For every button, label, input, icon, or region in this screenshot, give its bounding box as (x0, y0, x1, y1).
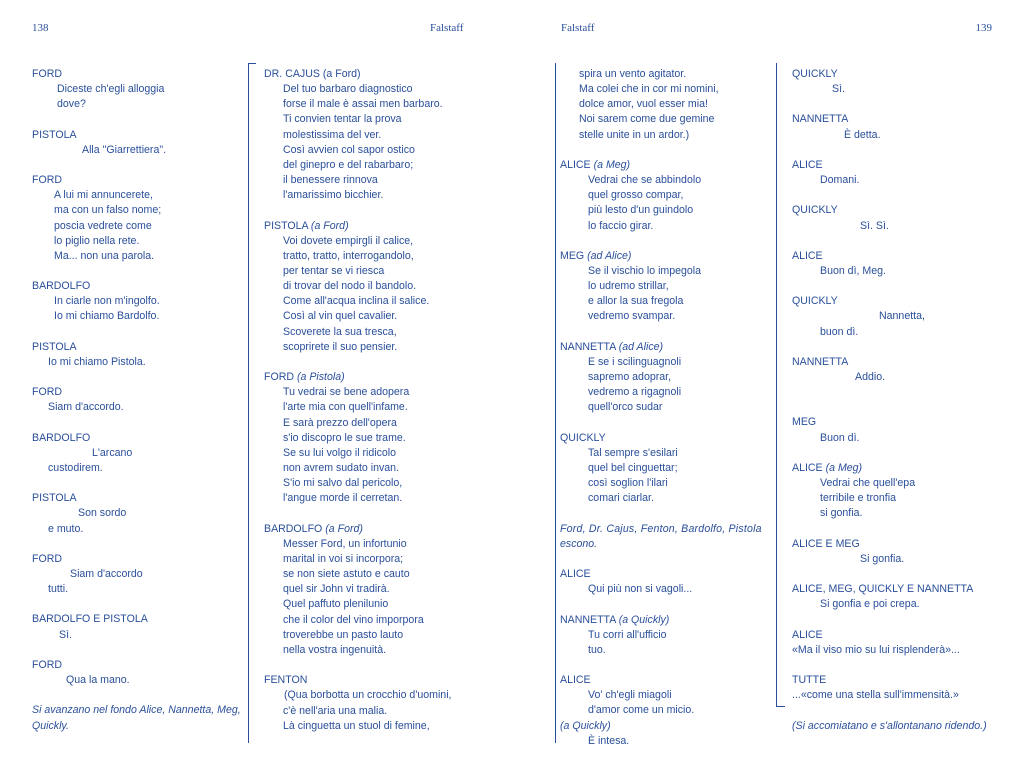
verse-line: Se il vischio lo impegola (588, 265, 702, 277)
speaker-label: FORD (32, 68, 63, 80)
speaker-name (32, 431, 241, 446)
verse-line: quel grosso compar, (588, 189, 684, 202)
speaker-name (32, 67, 241, 82)
verse-line: E sarà prezzo dell'opera (283, 416, 397, 429)
verse-line: s'io discopro le sue trame. (283, 431, 406, 444)
speaker-name (560, 613, 762, 628)
verse-line: È detta. (844, 128, 881, 141)
verse-line: Io mi chiamo Pistola. (48, 355, 146, 368)
speaker-name (792, 461, 987, 476)
verse-line: «Ma il viso mio su lui risplenderà»... (792, 643, 960, 656)
column-4 (792, 67, 987, 749)
speaker-label: NANNETTA (560, 613, 616, 626)
verse-line: Sì. (59, 628, 72, 641)
verse-line: Siam d'accordo. (48, 401, 124, 414)
stage-direction-line: (Si accomiatano e s'allontanano ridendo.) (792, 719, 987, 732)
speaker-name (32, 491, 241, 506)
verse-line: Là cinguetta un stuol di femine, (283, 719, 430, 732)
stage-direction-line: (a Quickly) (560, 719, 611, 732)
column-1 (32, 67, 241, 749)
stage-direction: (a Meg) (825, 461, 863, 474)
verse-line: Nannetta, (879, 310, 925, 323)
speech-block (792, 67, 987, 97)
stage-direction: (a Pistola) (296, 371, 345, 384)
speaker-name (32, 279, 241, 294)
left-running-title: Falstaff (430, 22, 464, 34)
column-2-rule (248, 63, 249, 743)
verse-line: Scoverete la sua tresca, (283, 325, 397, 338)
verse-line: e muto. (48, 522, 84, 535)
speech-block (560, 67, 762, 143)
speaker-label: PISTOLA (264, 219, 308, 232)
verse-line: quell'orco sudar (588, 401, 663, 414)
speaker-label: ALICE (792, 249, 823, 262)
speech-block (32, 128, 241, 158)
verse-line: d'amor come un micio. (588, 704, 695, 717)
verse-line: Ma... non una parola. (54, 249, 155, 262)
speech-block (792, 355, 987, 385)
speaker-label: ALICE E MEG (792, 537, 860, 550)
verse-line: Vo' ch'egli miagoli (588, 689, 672, 702)
speaker-label: BARDOLFO (32, 280, 91, 293)
speaker-label: FORD (264, 371, 295, 384)
verse-line: tutti. (48, 583, 69, 596)
speaker-label: MEG (792, 416, 817, 429)
stage-direction: (a Meg) (593, 158, 631, 171)
verse-line: Io mi chiamo Bardolfo. (54, 310, 160, 323)
right-page-number: 139 (975, 22, 992, 34)
speaker-name (792, 294, 987, 309)
verse-line: buon dì. (820, 325, 859, 338)
verse-line: poscia vedrete come (54, 219, 152, 232)
verse-line: E se i scilinguagnoli (588, 355, 682, 368)
stage-direction-block (560, 522, 762, 552)
verse-line: si gonfia. (820, 507, 863, 520)
speaker-name (560, 249, 762, 264)
speech-block (560, 340, 762, 416)
speech-block (32, 658, 241, 688)
verse-line: terribile e tronfia (820, 492, 896, 505)
column-4-rule (776, 63, 777, 707)
verse-line: Come all'acqua inclina il salice. (283, 295, 430, 308)
stage-direction-line: Quickly. (32, 719, 69, 732)
verse-line: e allor la sua fregola (588, 295, 684, 308)
speaker-label: DR. CAJUS (264, 68, 320, 80)
verse-line: Alla "Giarrettiera". (82, 143, 167, 156)
stage-direction: (a Ford) (322, 68, 361, 80)
stage-direction: (ad Alice) (618, 340, 664, 353)
verse-line: comari ciarlar. (588, 492, 654, 505)
verse-line: Tu corri all'ufficio (588, 628, 667, 641)
verse-line: Noi sarem come due gemine (579, 113, 715, 126)
verse-line: È intesa. (588, 734, 630, 747)
verse-line: l'angue morde il cerretan. (283, 492, 403, 505)
verse-line: dove? (57, 98, 86, 111)
verse-line: Qui più non si vagoli... (588, 583, 693, 596)
verse-line: Buon dì, Meg. (820, 264, 886, 277)
speaker-label: QUICKLY (560, 431, 606, 444)
verse-line: scoprirete il suo pensier. (283, 340, 398, 353)
verse-line: Siam d'accordo (70, 568, 143, 581)
speech-block (264, 522, 452, 658)
speech-block (560, 613, 762, 658)
speaker-name (264, 219, 452, 234)
speech-block (32, 552, 241, 597)
stage-direction: (a Quickly) (618, 613, 670, 626)
verse-line: stelle unite in un ardor.) (579, 128, 690, 141)
speaker-label: BARDOLFO E PISTOLA (32, 613, 148, 626)
speech-block (560, 158, 762, 234)
speaker-name (264, 522, 452, 537)
verse-line: ma con un falso nome; (54, 204, 162, 217)
speech-block (792, 249, 987, 279)
speech-block (32, 340, 241, 370)
speech-block (792, 461, 987, 522)
verse-line: marital in voi si incorpora; (283, 552, 404, 565)
verse-line: per tentar se vi riesca (283, 265, 385, 278)
verse-line: Ti convien tentar la prova (283, 113, 402, 126)
speaker-name (792, 582, 987, 597)
speaker-name (560, 431, 762, 446)
verse-line: tratto, tratto, interrogandolo, (283, 249, 414, 262)
speech-block (264, 67, 452, 203)
verse-line: del ginepro e del rabarbaro; (283, 158, 414, 171)
verse-line: Tal sempre s'esilari (588, 446, 678, 459)
speech-block (792, 628, 987, 658)
speaker-label: FENTON (264, 674, 308, 687)
verse-line: quel sir John vi tradirà. (283, 583, 390, 596)
verse-line: Addio. (855, 371, 886, 384)
speech-block (792, 719, 987, 734)
speech-block (792, 294, 987, 339)
speaker-name (792, 112, 987, 127)
verse-line: dolce amor, vuol esser mia! (579, 98, 708, 111)
speaker-label: ALICE (792, 158, 823, 171)
verse-line: Qua la mano. (66, 674, 130, 687)
speaker-label: NANNETTA (792, 355, 849, 368)
speech-block (792, 582, 987, 612)
verse-line: Vedrai che quell'epa (820, 477, 916, 490)
stage-direction-line: Ford, Dr. Cajus, Fenton, Bardolfo, Pistola (560, 522, 762, 535)
verse-line: vedremo svampar. (588, 310, 676, 323)
verse-line: Così avvien col sapor ostico (283, 143, 415, 156)
speaker-label: TUTTE (792, 674, 827, 687)
verse-line: l'amarissimo bicchier. (283, 189, 384, 202)
speaker-name (792, 355, 987, 370)
verse-line: così soglion l'ilari (588, 477, 668, 490)
speech-block (32, 67, 241, 112)
speaker-name (792, 628, 987, 643)
verse-line: Si gonfia. (860, 552, 905, 565)
verse-line: Si gonfia e poi crepa. (820, 598, 920, 611)
speaker-label: QUICKLY (792, 295, 838, 308)
left-page-number: 138 (32, 22, 49, 34)
speaker-label: ALICE (792, 461, 823, 474)
verse-line: Tu vedrai se bene adopera (283, 386, 410, 399)
speaker-label: QUICKLY (792, 68, 838, 80)
speaker-name (264, 67, 452, 82)
verse-line: spira un vento agitator. (579, 68, 687, 80)
column-3 (560, 67, 762, 764)
verse-line: Vedrai che se abbindolo (588, 174, 702, 187)
speaker-label: ALICE (560, 674, 591, 687)
stage-direction: (ad Alice) (587, 249, 632, 262)
speech-block (560, 249, 762, 325)
verse-line: di trovar del nodo il bandolo. (283, 280, 417, 293)
speaker-label: QUICKLY (792, 204, 838, 217)
verse-line: (Qua borbotta un crocchio d'uomini, (284, 689, 452, 702)
verse-line: Se su lui volgo il ridicolo (283, 446, 397, 459)
verse-line: forse il male è assai men barbaro. (283, 98, 443, 111)
speaker-name (792, 673, 987, 688)
verse-line: non avrem sudato invan. (283, 462, 400, 475)
speaker-name (792, 415, 987, 430)
column-3-rule (555, 63, 556, 743)
speaker-label: ALICE (792, 628, 823, 641)
speech-block (32, 279, 241, 324)
verse-line: che il color del vino imporpora (283, 613, 424, 626)
speech-block (560, 673, 762, 749)
verse-line: Sì. (832, 83, 845, 96)
stage-direction-line: Si avanzano nel fondo Alice, Nannetta, Meg, (32, 704, 241, 717)
speaker-name (32, 385, 241, 400)
speech-block (32, 491, 241, 536)
speech-block (32, 173, 241, 264)
speaker-label: BARDOLFO (32, 431, 91, 444)
verse-line: ...«come una stella sull'immensità.» (792, 689, 959, 702)
verse-line: se non siete astuto e cauto (283, 568, 410, 581)
column-2 (264, 67, 452, 749)
speaker-name (560, 158, 762, 173)
verse-line: Domani. (820, 174, 860, 187)
verse-line: Voi dovete empirgli il calice, (283, 234, 414, 247)
speaker-name (32, 658, 241, 673)
stage-direction: (a Ford) (325, 522, 363, 535)
speaker-label: ALICE (560, 568, 591, 581)
speech-block (32, 431, 241, 476)
verse-line: tuo. (588, 643, 606, 656)
speaker-name (792, 203, 987, 218)
column-2-rule-tick (248, 63, 256, 64)
speaker-label: ALICE, MEG, QUICKLY E NANNETTA (792, 583, 974, 596)
verse-line: Buon dì. (820, 431, 860, 444)
speech-block (264, 219, 452, 355)
verse-line: il benessere rinnova (283, 174, 378, 187)
speaker-name (264, 370, 452, 385)
speaker-label: ALICE (560, 158, 591, 171)
verse-line: sapremo adoprar, (588, 371, 672, 384)
verse-line: Quel paffuto plenilunio (283, 598, 389, 611)
speaker-label: FORD (32, 658, 63, 671)
verse-line: l'arte mia con quell'infame. (283, 401, 408, 414)
speaker-label: FORD (32, 174, 63, 187)
speaker-name (264, 673, 452, 688)
speaker-name (32, 612, 241, 627)
speaker-name (792, 67, 987, 82)
verse-line: Diceste ch'egli alloggia (57, 83, 165, 96)
speaker-name (792, 249, 987, 264)
stage-direction-line: escono. (560, 537, 598, 550)
speech-block (792, 415, 987, 445)
speech-block (792, 673, 987, 703)
right-running-title: Falstaff (561, 22, 595, 34)
speech-block (32, 703, 241, 733)
speaker-label: BARDOLFO (264, 522, 323, 535)
speaker-name (560, 673, 762, 688)
speech-block (32, 385, 241, 415)
speaker-label: MEG (560, 249, 585, 262)
speaker-name (560, 567, 762, 582)
speaker-name (32, 173, 241, 188)
speech-block (560, 431, 762, 507)
speaker-label: FORD (32, 552, 63, 565)
speech-block (560, 567, 762, 597)
speaker-label: PISTOLA (32, 340, 77, 353)
verse-line: più lesto d'un guindolo (588, 204, 694, 217)
verse-line: vedremo a rigagnoli (588, 386, 682, 399)
verse-line: L'arcano (92, 446, 133, 459)
verse-line: lo faccio girar. (588, 219, 654, 232)
verse-line: lo udremo strillar, (588, 280, 669, 293)
speaker-name (792, 158, 987, 173)
column-4-rule-tick (776, 706, 785, 707)
verse-line: quel bel cinguettar; (588, 462, 678, 474)
verse-line: troverebbe un pasto lauto (283, 628, 404, 641)
verse-line: S'io mi salvo dal pericolo, (283, 477, 403, 490)
verse-line: Ma colei che in cor mi nomini, (579, 83, 719, 96)
speaker-name (32, 128, 241, 143)
verse-line: A lui mi annuncerete, (54, 189, 153, 202)
verse-line: Così al vin quel cavalier. (283, 310, 398, 323)
speaker-label: PISTOLA (32, 492, 77, 505)
stage-direction: (a Ford) (310, 219, 349, 232)
verse-line: custodirem. (48, 461, 103, 474)
speaker-name (792, 537, 987, 552)
verse-line: Son sordo (78, 507, 127, 520)
speech-block (792, 112, 987, 142)
verse-line: lo piglio nella rete. (54, 234, 140, 247)
verse-line: Sì. Sì. (860, 219, 889, 232)
verse-line: molestissima del ver. (283, 128, 382, 141)
speech-block (264, 370, 452, 506)
verse-line: In ciarle non m'ingolfo. (54, 295, 160, 308)
speaker-label: NANNETTA (560, 340, 616, 353)
speech-block (792, 158, 987, 188)
verse-line: Del tuo barbaro diagnostico (283, 83, 413, 96)
speech-block (32, 612, 241, 642)
speaker-label: FORD (32, 386, 63, 399)
verse-line: Messer Ford, un infortunio (283, 537, 407, 550)
speaker-name (560, 340, 762, 355)
speaker-name (32, 552, 241, 567)
speech-block (264, 673, 452, 734)
verse-line: nella vostra ingenuità. (283, 643, 387, 656)
speech-block (792, 537, 987, 567)
verse-line: c'è nell'aria una malia. (283, 704, 388, 717)
speech-block (792, 203, 987, 233)
speaker-name (32, 340, 241, 355)
speaker-label: PISTOLA (32, 128, 77, 141)
speaker-label: NANNETTA (792, 113, 849, 126)
